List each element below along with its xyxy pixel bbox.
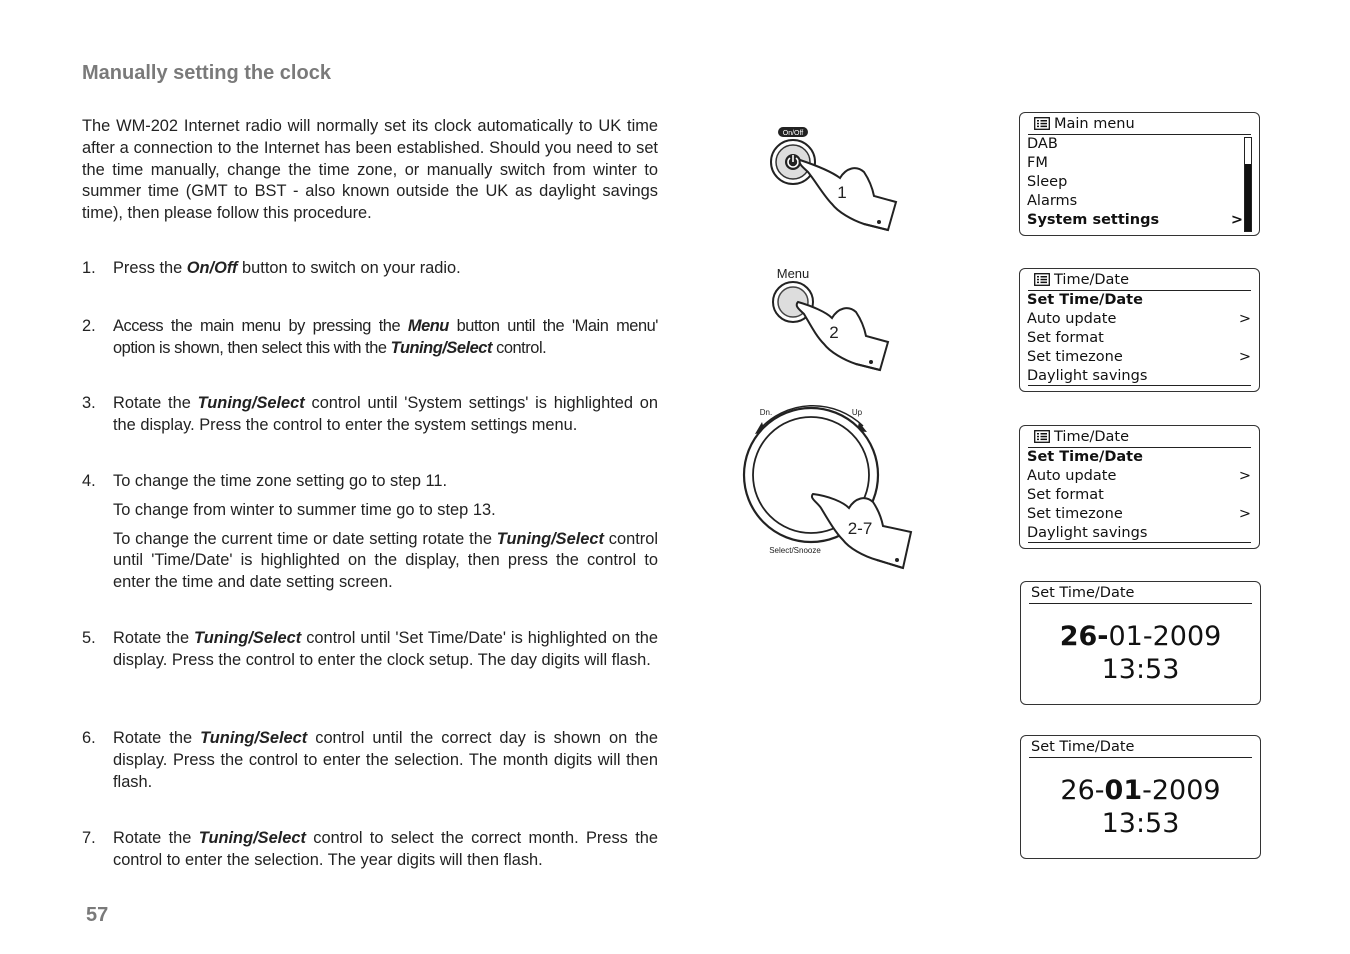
menu-item-label: Daylight savings — [1027, 368, 1148, 384]
menu-item-label: System settings — [1027, 212, 1160, 228]
control-name: Tuning/Select — [390, 338, 492, 357]
page-heading: Manually setting the clock — [82, 62, 331, 84]
lcd-title: Set Time/Date — [1031, 739, 1135, 755]
step-text: Rotate the — [113, 829, 199, 847]
onoff-button-illustration — [760, 120, 910, 235]
step-number: 4. — [82, 472, 96, 490]
step-number: 1. — [82, 259, 96, 277]
lcd-time-date-menu-2 — [1019, 425, 1260, 549]
step-4 — [82, 471, 658, 594]
step-2 — [82, 316, 658, 360]
step-text: To change the current time or date setting rotate the — [113, 529, 497, 548]
lcd-time-date-menu — [1019, 268, 1260, 392]
menu-item-label: Daylight savings — [1027, 525, 1148, 541]
menu-item-set-time-date: Set Time/Date — [1027, 292, 1143, 308]
step-number: 3. — [82, 394, 96, 412]
control-name: Tuning/Select — [200, 729, 308, 747]
chevron-right-icon: > — [1238, 506, 1251, 522]
menu-item-daylight-savings — [1027, 367, 1251, 386]
step-text: Rotate the — [113, 394, 198, 412]
menu-item-dab: DAB — [1027, 136, 1058, 152]
step-5 — [82, 628, 658, 672]
page-number: 57 — [86, 904, 109, 926]
menu-item-daylight-savings — [1027, 524, 1251, 543]
step-text: Access the main menu by pressing the — [113, 317, 408, 335]
dial-down-label: Dn. — [759, 408, 773, 417]
step-7 — [82, 828, 658, 872]
menu-label: Menu — [776, 266, 810, 281]
step-text: Rotate the — [113, 629, 195, 647]
menu-item-alarms: Alarms — [1027, 193, 1078, 209]
step-text: control until the correct day is shown on the display. Press the control to enter the selection. The month digits will then flash. — [113, 729, 658, 791]
dial-up-label: Up — [851, 408, 863, 417]
step-text: control until 'Time/Date' is highlighted on the display, then press the control to enter the time and date setting screen. — [113, 529, 658, 592]
control-name: Tuning/Select — [198, 829, 306, 847]
date-separator: - — [1097, 621, 1109, 652]
step-number: 2. — [82, 317, 96, 335]
step-text: button until the 'Main menu' option is shown, then select this with the — [113, 317, 658, 357]
step-text: Press the — [113, 259, 187, 277]
date-month: 01 — [1104, 775, 1143, 806]
lcd-main-menu — [1019, 112, 1260, 236]
step-number: 5. — [82, 629, 96, 647]
chevron-right-icon: > — [1230, 212, 1243, 228]
lcd-title: Main menu — [1054, 116, 1135, 132]
menu-item-sleep: Sleep — [1027, 174, 1068, 190]
step-text: Rotate the — [113, 729, 201, 747]
lcd-title: Time/Date — [1054, 429, 1130, 445]
step-text: control to select the correct month. Press the control to enter the selection. The year digits will then flash. — [113, 829, 658, 869]
lcd-title: Time/Date — [1054, 272, 1130, 288]
lcd-title: Set Time/Date — [1031, 585, 1135, 601]
dial-select-label: Select/Snooze — [769, 546, 821, 555]
chevron-right-icon: > — [1238, 311, 1251, 327]
menu-item-label: Set timezone — [1027, 506, 1123, 522]
menu-item-set-format — [1027, 329, 1251, 348]
step-number: 7. — [82, 829, 96, 847]
menu-item-label: Set format — [1027, 330, 1104, 346]
lcd-set-date-day — [1020, 581, 1261, 705]
control-name: Tuning/Select — [197, 394, 305, 412]
button-name: On/Off — [186, 259, 238, 277]
date-separator: - — [1094, 775, 1105, 806]
step-text: control. — [492, 338, 547, 357]
menu-item-auto-update — [1027, 467, 1251, 486]
date-separator: - — [1142, 775, 1152, 806]
chevron-right-icon: > — [1238, 468, 1251, 484]
step-callout: 2 — [829, 323, 839, 342]
step-text: To change the time zone setting go to step 11. — [113, 472, 448, 490]
time-display: 13:53 — [1101, 808, 1180, 839]
scrollbar-thumb — [1245, 164, 1251, 231]
tuning-select-dial-illustration — [735, 400, 925, 575]
date-day: 26 — [1060, 775, 1095, 806]
lcd-set-date-month — [1020, 735, 1261, 859]
menu-list-icon — [1034, 273, 1050, 286]
date-day: 26 — [1059, 621, 1098, 652]
menu-item-set-time-date: Set Time/Date — [1027, 449, 1143, 465]
menu-list-icon — [1034, 117, 1050, 130]
date-month: 01 — [1108, 621, 1143, 652]
step-text: button to switch on your radio. — [237, 259, 461, 277]
menu-item-set-format — [1027, 486, 1251, 505]
control-name: Tuning/Select — [194, 629, 302, 647]
lcd-scrollbar — [1244, 137, 1252, 232]
step-text: To change from winter to summer time go to step 13. — [113, 500, 496, 519]
onoff-label: On/Off — [782, 130, 804, 137]
button-name: Menu — [407, 317, 449, 335]
step-text: control until 'Set Time/Date' is highlighted on the display. Press the control to enter the clock setup. The day digits will flash. — [113, 629, 658, 669]
menu-button-illustration — [760, 262, 910, 377]
step-6 — [82, 728, 658, 793]
pointing-hand-icon — [800, 160, 896, 230]
menu-list-icon — [1034, 430, 1050, 443]
menu-item-label: Set format — [1027, 487, 1104, 503]
time-display: 13:53 — [1101, 654, 1180, 685]
date-display — [1021, 774, 1260, 808]
step-text: control until 'System settings' is highlighted on the display. Press the control to enter the system settings menu. — [113, 394, 658, 434]
menu-item-label: Auto update — [1027, 311, 1117, 327]
menu-item-label: Auto update — [1027, 468, 1117, 484]
menu-item-auto-update — [1027, 310, 1251, 329]
step-1 — [82, 258, 658, 280]
menu-item-set-timezone — [1027, 505, 1251, 524]
intro-paragraph: The WM-202 Internet radio will normally set its clock automatically to UK time after a connection to the Internet has been established. Should you need to set the time manually, change the time zone, or manually switch from winter to summer time (GMT to BST - also known outside the UK as daylight savings time), then please follow this procedure. — [82, 117, 658, 223]
menu-item-system-settings — [1027, 211, 1243, 230]
menu-item-set-timezone — [1027, 348, 1251, 367]
menu-item-label: Set timezone — [1027, 349, 1123, 365]
date-year: 2009 — [1152, 621, 1222, 652]
chevron-right-icon: > — [1238, 349, 1251, 365]
control-name: Tuning/Select — [496, 529, 604, 548]
menu-item-fm: FM — [1027, 155, 1048, 171]
date-year: 2009 — [1151, 775, 1221, 806]
step-3 — [82, 393, 658, 437]
date-display — [1021, 620, 1260, 654]
step-number: 6. — [82, 729, 96, 747]
step-callout: 2-7 — [847, 519, 873, 538]
date-separator: - — [1142, 621, 1153, 652]
step-callout: 1 — [837, 183, 847, 202]
pointing-hand-icon — [797, 302, 888, 370]
